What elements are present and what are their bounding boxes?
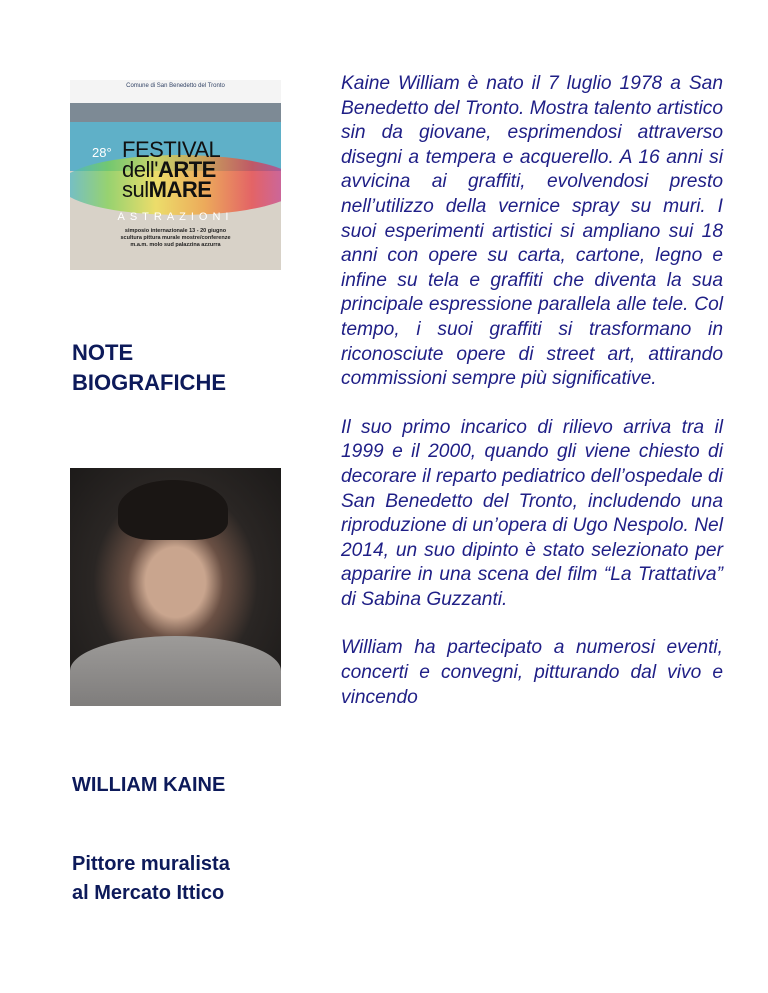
poster-detail-line: scultura pittura murale mostre/conferenze (120, 235, 231, 241)
poster-title-part: MARE (148, 177, 212, 202)
artist-name: WILLIAM KAINE (72, 774, 226, 796)
poster-detail-line: m.a.m. molo sud palazzina azzurra (130, 242, 221, 248)
bio-paragraph: Kaine William è nato il 7 luglio 1978 a San Benedetto del Tronto. Mostra talento artistico sin da giovane, esprimendosi attraverso disegni a tempera e acquerello. A 16 anni si avvicina ai graffiti, evolvendosi presto nell’utilizzo della vernice spray su muri. I suoi esperimenti artistici si ampliano sui 18 anni con opere su carta, cartone, legno e infine su tela e graffiti che diventa la sua principale espressione parallela alle tele. Col tempo, i suoi graffiti si trasformano in riconosciute opere di street art, attirando commissioni sempre più significative. (341, 73, 723, 390)
poster-details (70, 228, 281, 249)
photo-shirt (70, 636, 281, 706)
poster-title-line: FESTIVAL (122, 137, 221, 162)
poster-title-part: sul (122, 177, 149, 202)
section-heading (72, 338, 226, 398)
bio-column (341, 72, 723, 710)
heading-line: NOTE (72, 340, 134, 365)
bio-paragraph: Il suo primo incarico di rilievo arriva tra il 1999 e il 2000, quando gli viene chiesto di decorare il reparto pediatrico dell’ospedale di San Benedetto del Tronto, includendo una riproduzione di un’opera di Ugo Nespolo. Nel 2014, un suo dipinto è stato selezionato per apparire in una scena del film “La Trattativa” di Sabina Guzzanti. (341, 416, 723, 610)
poster-title-part: dell' (122, 157, 158, 182)
poster-theme: ASTRAZIONI (117, 211, 234, 223)
festival-poster-image (70, 80, 281, 270)
poster-edition: 28° (92, 145, 112, 160)
poster-title-part: ARTE (157, 157, 216, 182)
role-line: al Mercato Ittico (72, 882, 225, 904)
artist-role (72, 850, 230, 908)
artist-portrait-photo (70, 468, 281, 706)
poster-title (122, 137, 221, 202)
poster-logos: Comune di San Benedetto del Tronto (126, 83, 225, 89)
poster-title-line (122, 177, 220, 202)
role-line: Pittore muralista (72, 853, 230, 875)
poster-detail-line: simposio internazionale 13 - 20 giugno (124, 228, 227, 234)
photo-hair (118, 480, 228, 540)
heading-line: BIOGRAFICHE (72, 370, 226, 395)
bio-paragraph: William ha partecipato a numerosi eventi, concerti e convegni, pitturando dal vivo e vincendo (341, 637, 723, 708)
